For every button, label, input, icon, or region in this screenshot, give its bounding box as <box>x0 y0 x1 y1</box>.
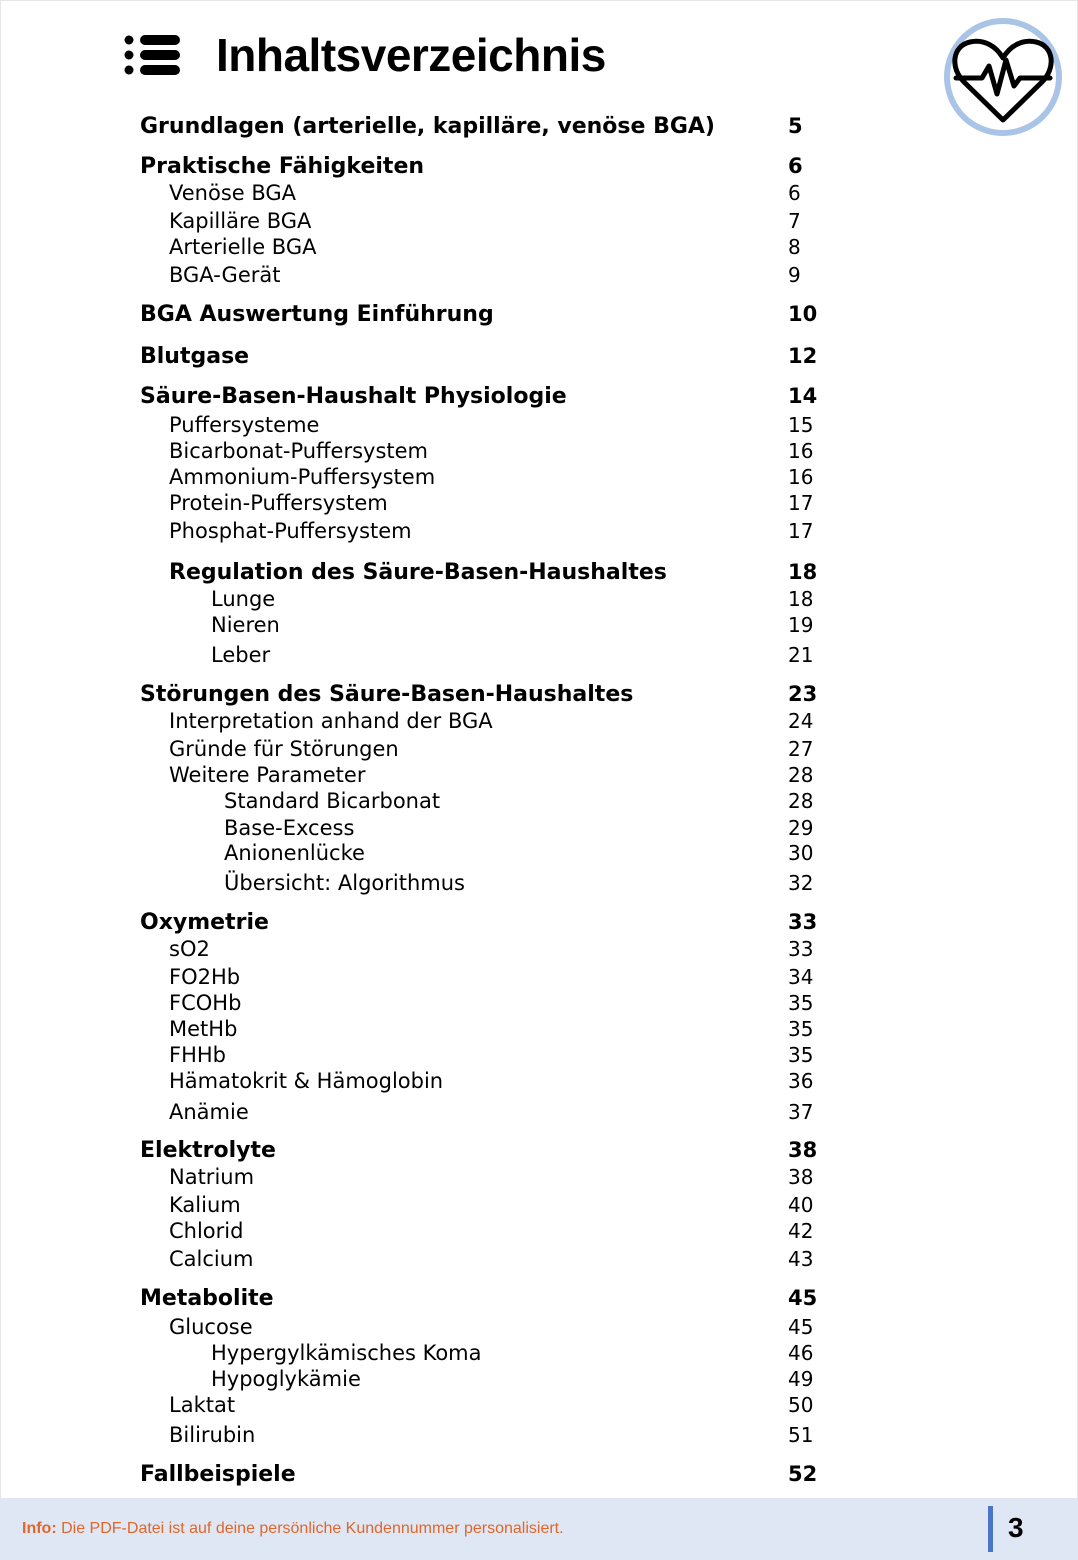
toc-entry-page: 12 <box>788 344 818 368</box>
toc-entry-page: 52 <box>788 1462 818 1486</box>
toc-entry[interactable] <box>0 910 1078 940</box>
toc-entry-label: Lunge <box>211 587 276 611</box>
toc-entry-page: 45 <box>788 1315 814 1339</box>
toc-entry-page: 30 <box>788 841 814 865</box>
toc-entry-page: 36 <box>788 1069 814 1093</box>
toc-entry-label: Elektrolyte <box>140 1138 276 1163</box>
page-number: 3 <box>1008 1512 1024 1543</box>
toc-entry-label: Hypergylkämisches Koma <box>211 1341 482 1365</box>
toc-entry[interactable] <box>0 1393 1078 1423</box>
toc-entry-label: FO2Hb <box>169 965 241 989</box>
toc-entry-page: 37 <box>788 1100 814 1124</box>
toc-entry-label: Blutgase <box>140 344 250 369</box>
toc-entry-label: Übersicht: Algorithmus <box>224 871 465 895</box>
toc-entry-label: Arterielle BGA <box>169 235 317 259</box>
footer-accent-bar <box>988 1506 993 1552</box>
toc-entry[interactable] <box>0 682 1078 712</box>
toc-entry-label: Anionenlücke <box>224 841 365 865</box>
toc-entry-label: Grundlagen (arterielle, kapilläre, venöse BGA) <box>140 114 715 139</box>
toc-entry[interactable] <box>0 789 1078 819</box>
toc-entry-label: MetHb <box>169 1017 238 1041</box>
toc-entry-label: Leber <box>211 643 271 667</box>
toc-entry[interactable] <box>0 937 1078 967</box>
toc-entry-page: 51 <box>788 1423 814 1447</box>
toc-entry-page: 45 <box>788 1286 818 1310</box>
toc-entry[interactable] <box>0 841 1078 871</box>
list-icon <box>124 34 182 76</box>
toc-entry[interactable] <box>0 709 1078 739</box>
toc-entry-page: 35 <box>788 1017 814 1041</box>
toc-entry-page: 43 <box>788 1247 814 1271</box>
toc-entry-page: 28 <box>788 763 814 787</box>
toc-entry-label: Natrium <box>169 1165 255 1189</box>
toc-entry-page: 6 <box>788 154 803 178</box>
toc-entry-page: 49 <box>788 1367 814 1391</box>
toc-entry-page: 28 <box>788 789 814 813</box>
footer <box>0 1498 1078 1560</box>
toc-entry[interactable] <box>0 1165 1078 1195</box>
toc-entry-page: 33 <box>788 910 818 934</box>
toc-entry-label: Calcium <box>169 1247 254 1271</box>
toc-entry-label: Säure-Basen-Haushalt Physiologie <box>140 384 567 409</box>
toc-entry[interactable] <box>0 114 1078 144</box>
toc-entry[interactable] <box>0 1100 1078 1130</box>
toc-entry-label: Regulation des Säure-Basen-Haushaltes <box>169 560 667 585</box>
toc-entry-page: 18 <box>788 587 814 611</box>
toc-entry-label: Hypoglykämie <box>211 1367 361 1391</box>
toc-entry[interactable] <box>0 263 1078 293</box>
toc-entry-label: BGA Auswertung Einführung <box>140 302 494 327</box>
toc-entry[interactable] <box>0 560 1078 590</box>
toc-entry[interactable] <box>0 1069 1078 1099</box>
toc-entry[interactable] <box>0 181 1078 211</box>
toc-entry-page: 35 <box>788 991 814 1015</box>
toc-entry-label: Protein-Puffersystem <box>169 491 388 515</box>
toc-entry-label: Anämie <box>169 1100 249 1124</box>
page-title: Inhaltsverzeichnis <box>216 29 606 81</box>
toc-entry[interactable] <box>0 871 1078 901</box>
toc-entry-label: Base-Excess <box>224 816 355 840</box>
toc-entry-page: 38 <box>788 1165 814 1189</box>
toc-entry-label: Chlorid <box>169 1219 244 1243</box>
toc-entry-page: 50 <box>788 1393 814 1417</box>
toc-entry-page: 38 <box>788 1138 818 1162</box>
toc-entry-page: 6 <box>788 181 801 205</box>
toc-entry-label: Glucose <box>169 1315 253 1339</box>
toc-entry[interactable] <box>0 1247 1078 1277</box>
toc-entry[interactable] <box>0 1138 1078 1168</box>
toc-entry-page: 17 <box>788 491 814 515</box>
toc-entry-label: Kalium <box>169 1193 241 1217</box>
toc-entry[interactable] <box>0 491 1078 521</box>
toc-entry-label: Gründe für Störungen <box>169 737 399 761</box>
toc-entry[interactable] <box>0 235 1078 265</box>
toc-entry-label: BGA-Gerät <box>169 263 281 287</box>
toc-entry-label: Oxymetrie <box>140 910 269 935</box>
toc-entry-label: Interpretation anhand der BGA <box>169 709 493 733</box>
toc-entry-page: 14 <box>788 384 818 408</box>
toc-entry-page: 42 <box>788 1219 814 1243</box>
toc-entry[interactable] <box>0 302 1078 332</box>
toc-entry[interactable] <box>0 1423 1078 1453</box>
toc-entry-label: Laktat <box>169 1393 236 1417</box>
toc-entry-label: Praktische Fähigkeiten <box>140 154 425 179</box>
toc-entry-label: Kapilläre BGA <box>169 209 312 233</box>
toc-entry[interactable] <box>0 344 1078 374</box>
toc-entry-page: 8 <box>788 235 801 259</box>
toc-entry-page: 40 <box>788 1193 814 1217</box>
toc-entry-page: 46 <box>788 1341 814 1365</box>
toc-entry-page: 15 <box>788 413 814 437</box>
toc-entry-page: 23 <box>788 682 818 706</box>
toc-entry-page: 19 <box>788 613 814 637</box>
toc-entry-page: 16 <box>788 465 814 489</box>
toc-entry[interactable] <box>0 613 1078 643</box>
toc-entry-page: 35 <box>788 1043 814 1067</box>
toc-entry-label: Ammonium-Puffersystem <box>169 465 436 489</box>
toc-entry-label: Störungen des Säure-Basen-Haushaltes <box>140 682 634 707</box>
toc-entry-label: Standard Bicarbonat <box>224 789 441 813</box>
toc-entry[interactable] <box>0 1462 1078 1492</box>
toc-entry[interactable] <box>0 519 1078 549</box>
toc-entry-page: 34 <box>788 965 814 989</box>
toc-entry[interactable] <box>0 643 1078 673</box>
footer-info <box>22 1520 564 1538</box>
toc-entry-page: 16 <box>788 439 814 463</box>
toc-entry-label: Metabolite <box>140 1286 274 1311</box>
toc-entry-label: Hämatokrit & Hämoglobin <box>169 1069 444 1093</box>
toc-entry-page: 7 <box>788 209 801 233</box>
toc-entry-page: 9 <box>788 263 801 287</box>
toc-entry-label: Bilirubin <box>169 1423 256 1447</box>
toc-entry-label: Venöse BGA <box>169 181 297 205</box>
toc-entry-label: Puffersysteme <box>169 413 320 437</box>
toc-entry-label: sO2 <box>169 937 210 961</box>
toc-entry-label: Bicarbonat-Puffersystem <box>169 439 429 463</box>
toc-entry-page: 21 <box>788 643 814 667</box>
toc-entry-page: 33 <box>788 937 814 961</box>
toc-entry-page: 10 <box>788 302 818 326</box>
toc-entry[interactable] <box>0 1219 1078 1249</box>
toc-entry-page: 5 <box>788 114 803 138</box>
toc-entry-page: 27 <box>788 737 814 761</box>
toc-entry-label: Fallbeispiele <box>140 1462 296 1487</box>
toc-entry-label: FHHb <box>169 1043 226 1067</box>
toc-entry-label: Nieren <box>211 613 280 637</box>
toc-entry-label: Weitere Parameter <box>169 763 366 787</box>
toc-entry[interactable] <box>0 384 1078 414</box>
toc-entry-label: FCOHb <box>169 991 242 1015</box>
toc-entry-page: 17 <box>788 519 814 543</box>
footer-info-label: Info: <box>22 1520 57 1537</box>
toc-entry-page: 18 <box>788 560 818 584</box>
toc-entry-page: 29 <box>788 816 814 840</box>
toc-entry[interactable] <box>0 154 1078 184</box>
toc-entry-page: 32 <box>788 871 814 895</box>
toc-entry-page: 24 <box>788 709 814 733</box>
toc-entry[interactable] <box>0 1286 1078 1316</box>
toc-entry-label: Phosphat-Puffersystem <box>169 519 412 543</box>
footer-info-text: Die PDF-Datei ist auf deine persönliche Kundennummer personalisiert. <box>56 1520 564 1537</box>
